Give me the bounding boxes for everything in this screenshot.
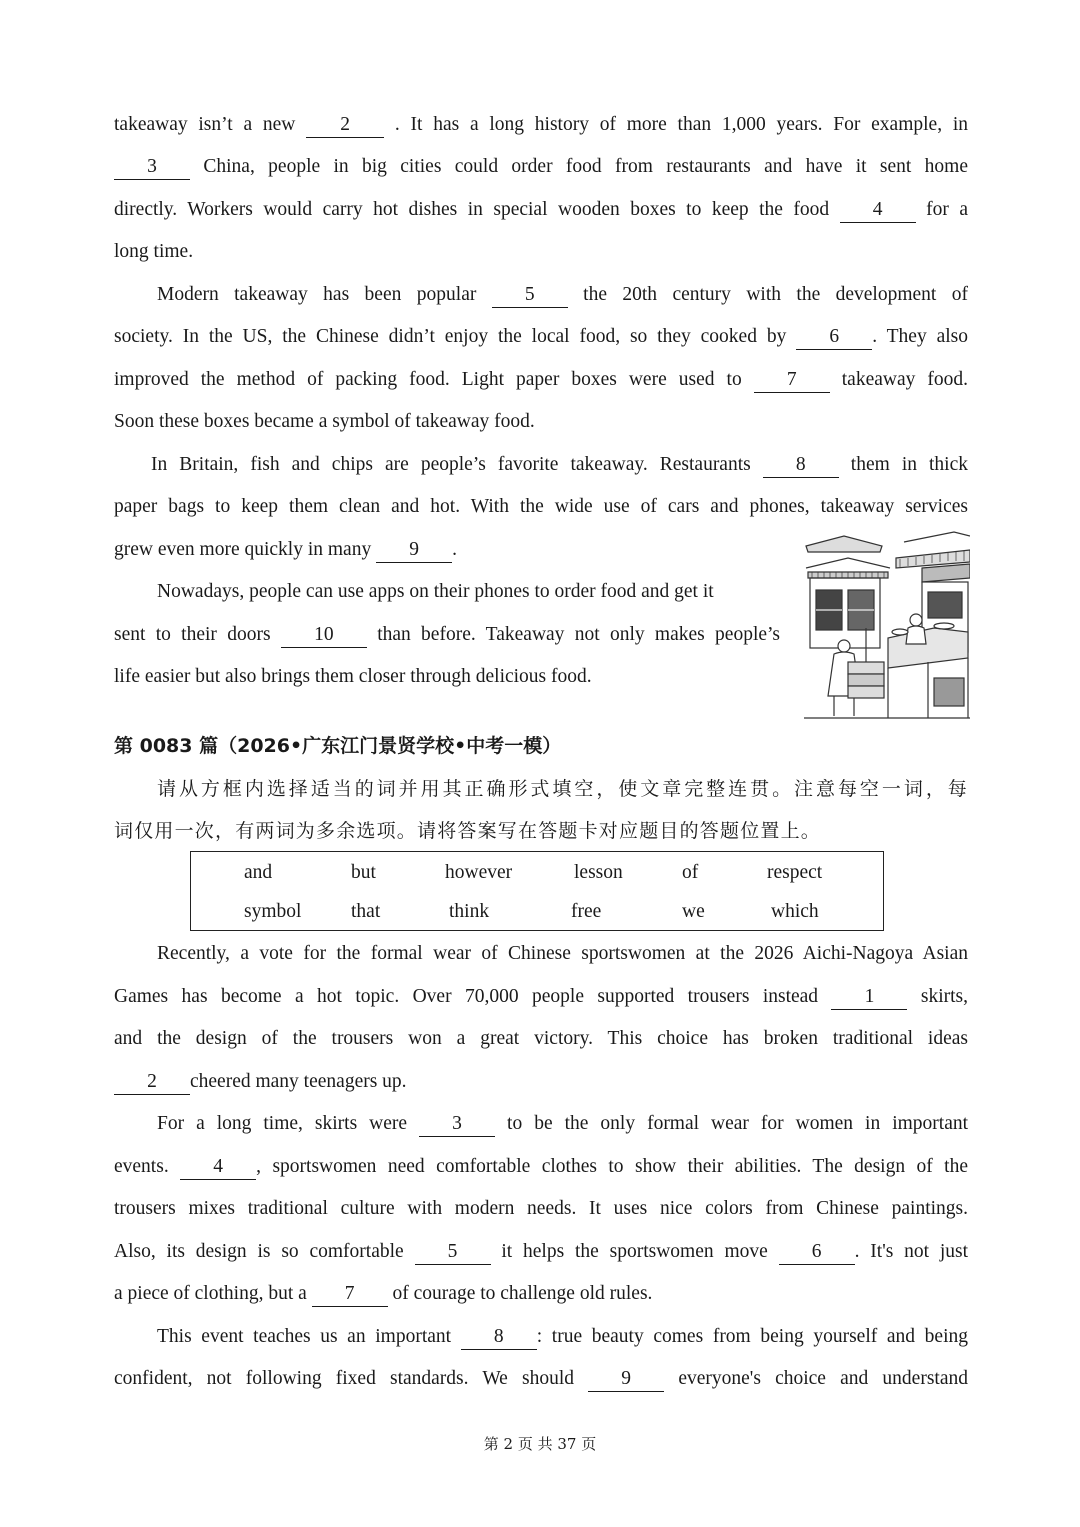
text-segment: life easier but also brings them closer through delicious food. xyxy=(114,666,592,687)
text-segment: Recently, a vote for the formal wear of Chinese sportswomen at the 2026 Aichi-Nagoya Asian xyxy=(157,943,968,964)
text-segment: confident, not following fixed standards. We should xyxy=(114,1368,574,1389)
blank-8[interactable]: 8 xyxy=(461,1325,537,1350)
blank-7[interactable]: 7 xyxy=(312,1282,388,1307)
text-segment: improved the method of packing food. Light paper boxes were used to xyxy=(114,369,742,390)
text-segment: Games has become a hot topic. Over 70,000 people supported trousers instead xyxy=(114,986,819,1007)
passage2-line-5 xyxy=(157,1109,968,1139)
passage1-line-12 xyxy=(157,577,714,607)
passage2-line-3 xyxy=(114,1024,968,1054)
passage2-line-7 xyxy=(114,1194,968,1224)
text-segment: of courage to challenge old rules. xyxy=(392,1283,653,1304)
text-segment: skirts, xyxy=(920,986,969,1007)
text-segment: paper bags to keep them clean and hot. With the wide use of cars and phones, takeaway services xyxy=(114,496,968,517)
blank-2[interactable]: 2 xyxy=(114,1070,190,1095)
passage1-line-3 xyxy=(114,195,968,225)
text-segment: Nowadays, people can use apps on their phones to order food and get it xyxy=(157,581,714,602)
passage2-line-8 xyxy=(114,1237,968,1267)
text-segment: society. In the US, the Chinese didn’t enjoy the local food, so they cooked by xyxy=(114,326,787,347)
street-scene-icon xyxy=(804,528,970,720)
text-segment: Also, its design is so comfortable xyxy=(114,1241,404,1262)
passage2-line-6 xyxy=(114,1152,968,1182)
passage2-line-2 xyxy=(114,982,968,1012)
blank-7[interactable]: 7 xyxy=(754,368,830,393)
section-title: 第 0083 篇（2026•广东江门景贤学校•中考一模） xyxy=(114,735,562,757)
passage1-line-10 xyxy=(114,492,968,522)
passage2-line-1 xyxy=(157,939,968,969)
blank-3[interactable]: 3 xyxy=(114,155,190,180)
text-segment: trousers mixes traditional culture with modern needs. It uses nice colors from Chinese paintings. xyxy=(114,1198,968,1219)
text-segment: This event teaches us an important xyxy=(157,1326,452,1347)
word-option: symbol xyxy=(244,901,302,922)
blank-1[interactable]: 1 xyxy=(831,985,907,1010)
passage1-line-4 xyxy=(114,237,193,267)
text-segment: and the design of the trousers won a great victory. This choice has broken traditional ideas xyxy=(114,1028,968,1049)
word-option: of xyxy=(682,862,699,883)
text-segment: it helps the sportswomen move xyxy=(501,1241,768,1262)
blank-4[interactable]: 4 xyxy=(840,198,916,223)
passage1-line-11 xyxy=(114,535,457,565)
text-segment: sent to their doors xyxy=(114,624,271,645)
passage1-line-7 xyxy=(114,365,968,395)
blank-4[interactable]: 4 xyxy=(180,1155,256,1180)
blank-9[interactable]: 9 xyxy=(588,1367,664,1392)
blank-10[interactable]: 10 xyxy=(281,623,367,648)
historical-takeaway-street-illustration xyxy=(804,528,970,720)
blank-5[interactable]: 5 xyxy=(492,283,568,308)
passage2-line-9 xyxy=(114,1279,652,1309)
text-segment: than before. Takeaway not only makes people’s xyxy=(377,624,781,645)
passage1-line-2 xyxy=(114,152,968,182)
blank-6[interactable]: 6 xyxy=(796,325,872,350)
text-segment: Soon these boxes became a symbol of takeaway food. xyxy=(114,411,535,432)
word-option: and xyxy=(244,862,273,883)
instruction-line-1: 请从方框内选择适当的词并用其正确形式填空，使文章完整连贯。注意每空一词，每 xyxy=(157,778,968,800)
text-segment: for a xyxy=(926,199,968,220)
text-segment: everyone's choice and understand xyxy=(678,1368,968,1389)
text-segment: takeaway isn’t a new xyxy=(114,114,296,135)
blank-2[interactable]: 2 xyxy=(306,113,384,138)
text-segment: . xyxy=(452,539,457,560)
text-segment: events. xyxy=(114,1156,169,1177)
blank-9[interactable]: 9 xyxy=(376,538,452,563)
text-segment: long time. xyxy=(114,241,194,262)
page-footer: 第 2 页 共 37 页 xyxy=(483,1435,597,1453)
word-option: however xyxy=(445,862,513,883)
text-segment: the 20th century with the development of xyxy=(583,284,968,305)
text-segment: In Britain, fish and chips are people’s favorite takeaway. Restaurants xyxy=(151,454,751,475)
text-segment: Modern takeaway has been popular xyxy=(157,284,477,305)
passage1-line-6 xyxy=(114,322,968,352)
blank-6[interactable]: 6 xyxy=(779,1240,855,1265)
passage1-line-13 xyxy=(114,620,780,650)
text-segment: directly. Workers would carry hot dishes in special wooden boxes to keep the food xyxy=(114,199,830,220)
passage2-line-10 xyxy=(157,1322,968,1352)
blank-8[interactable]: 8 xyxy=(763,453,839,478)
passage1-line-1 xyxy=(114,110,968,140)
passage2-line-11 xyxy=(114,1364,968,1394)
text-segment: . It's not just xyxy=(854,1241,969,1262)
word-box xyxy=(190,851,884,931)
text-segment: China, people in big cities could order food from restaurants and have it sent home xyxy=(203,156,968,177)
text-segment: grew even more quickly in many xyxy=(114,539,372,560)
text-segment: a piece of clothing, but a xyxy=(114,1283,307,1304)
passage2-line-4 xyxy=(114,1067,407,1097)
text-segment: , sportswomen need comfortable clothes to show their abilities. The design of the xyxy=(256,1156,969,1177)
passage1-line-5 xyxy=(157,280,968,310)
word-option: which xyxy=(771,901,819,922)
text-segment: : true beauty comes from being yourself and being xyxy=(536,1326,969,1347)
instruction-line-2: 词仅用一次，有两词为多余选项。请将答案写在答题卡对应题目的答题位置上。 xyxy=(114,820,822,842)
word-option: that xyxy=(351,901,381,922)
text-segment: takeaway food. xyxy=(841,369,969,390)
passage1-line-14 xyxy=(114,662,592,692)
word-option: free xyxy=(571,901,602,922)
word-option: lesson xyxy=(574,862,623,883)
word-option: think xyxy=(449,901,490,922)
blank-5[interactable]: 5 xyxy=(415,1240,491,1265)
word-option: we xyxy=(682,901,705,922)
text-segment: them in thick xyxy=(850,454,969,475)
text-segment: . They also xyxy=(872,326,969,347)
text-segment: cheered many teenagers up. xyxy=(190,1071,407,1092)
word-option: but xyxy=(351,862,376,883)
text-segment: For a long time, skirts were xyxy=(157,1113,408,1134)
passage1-line-8 xyxy=(114,407,535,437)
text-segment: . It has a long history of more than 1,000 years. For example, in xyxy=(394,114,969,135)
text-segment: to be the only formal wear for women in important xyxy=(507,1113,969,1134)
passage1-line-9 xyxy=(151,450,968,480)
blank-3[interactable]: 3 xyxy=(419,1112,495,1137)
word-option: respect xyxy=(767,862,823,883)
